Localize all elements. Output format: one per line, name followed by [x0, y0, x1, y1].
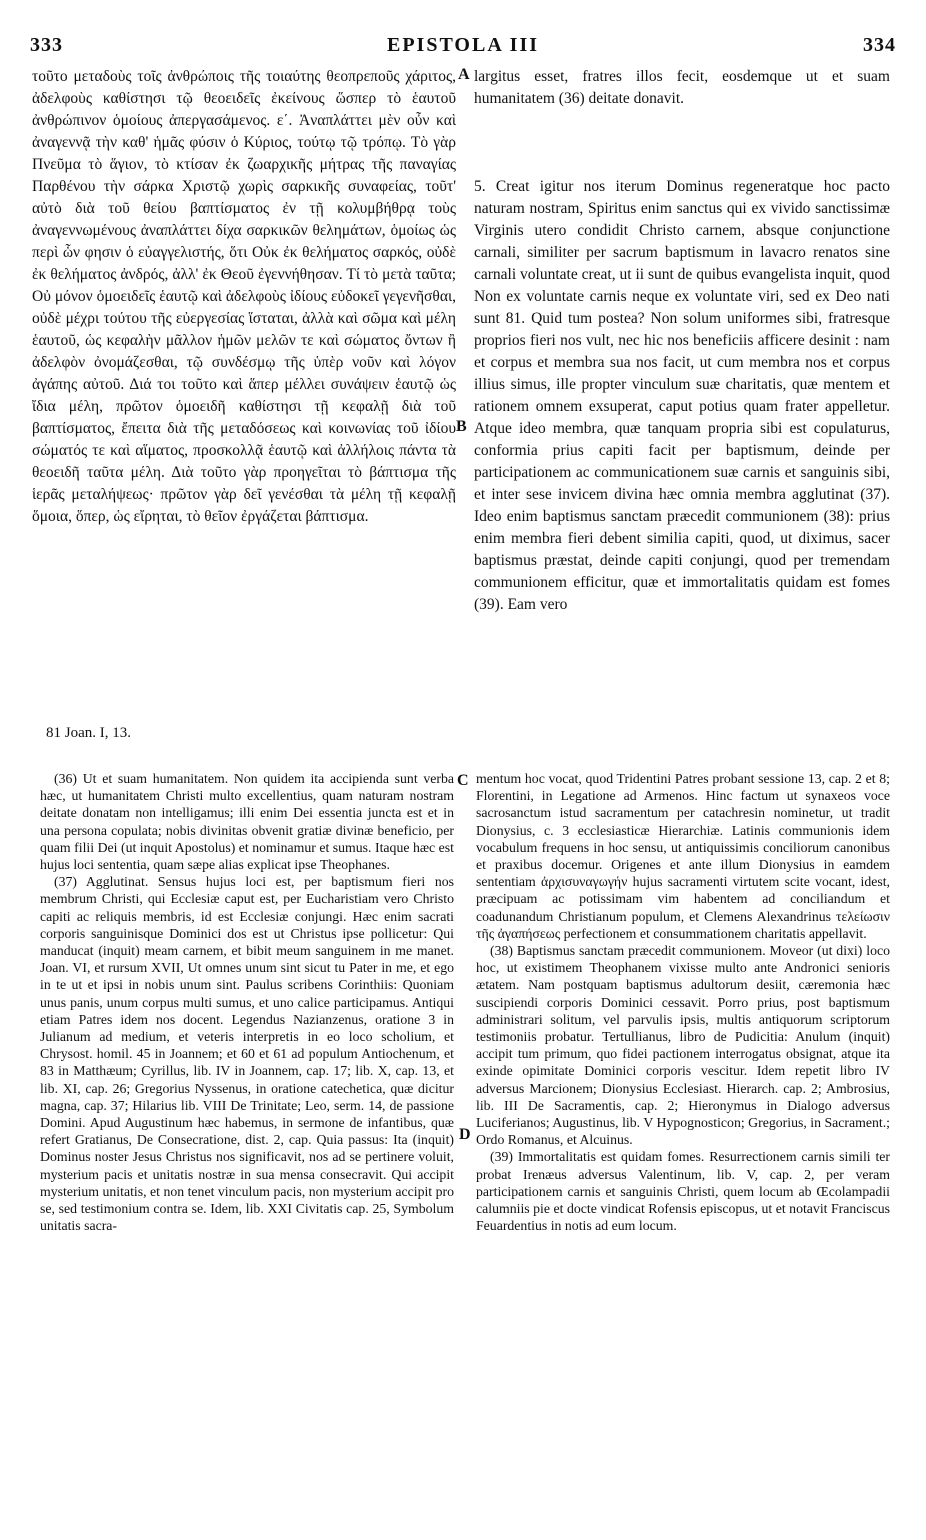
note-39: (39) Immortalitatis est quidam fomes. Resurrectionem carnis simili ter probat Irenæus adversus Valentinum, lib. V, cap. 2, per veram participationem carnis et sanguinis Christi, quem locum ab Œcolampadii calumniis pie et docte vindicat Rofensis episcopus, ut et notavit Franciscus Feuardentius in notis ad eum locum.: [476, 1149, 890, 1234]
latin-text-column: [474, 66, 890, 616]
scripture-footnote: 81 Joan. I, 13.: [46, 725, 131, 741]
notes-column-right: [476, 770, 890, 1234]
section-marker-a: A: [458, 66, 470, 83]
note-36: (36) Ut et suam humanitatem. Non quidem ita accipienda sunt verba hæc, ut humanitatem Christi multo excellentius, quam naturam nostram deitate donatam non intelligamus; illi enim Dei essentia juncta est et in una persona copulata; nobis divinitas obvenit gratiæ divinæ beneficio, per quam filii Dei (ut inquit Apostolus) et nominamur et sumus. Itaque hæc est hujus loci sententia, quam sæpe alias explicat ipse Theophanes.: [40, 771, 454, 873]
section-marker-d: D: [459, 1126, 471, 1143]
notes-column-left: [40, 770, 454, 1234]
note-37-continued: mentum hoc vocat, quod Tridentini Patres probant sessione 13, cap. 2 et 8; Florentini, in Legatione ad Armenos. Hinc factum ut synaxeos voce sacrosanctum istud sacramentum per catachresin nominetur, ut tradit Dionysius, c. 3 ecclesiasticæ Hierarchiæ. Latinis communionis idem vocabulum frequens in hoc sensu, ut antiquissimis conciliorum canonibus et praxibus docemur. Origenes et ante illum Dionysius in eamdem sententiam ἀρχισυναγωγήν hujus sacramenti virtutem scite vocant, idest, præcipuam ac potissimam vim habentem ad conciliandum et coadunandum Christianum populum, et Clemens Alexandrinus τελείωσιν τῆς ἀγαπήσεως perfectionem et consummationem charitatis appellavit.: [476, 771, 890, 941]
page-number-right: 334: [863, 34, 896, 56]
running-header: [30, 34, 896, 62]
latin-paragraph-1: largitus esset, fratres illos fecit, eosdemque ut et suam humanitatem (36) deitate donavit.: [474, 68, 890, 107]
note-38: (38) Baptismus sanctam præcedit communionem. Moveor (ut dixi) loco hoc, ut existimem Theophanem vixisse multo ante Andronici senioris ætatem. Nam postquam baptismus adultorum desiit, cæremonia hæc suscipiendi corporis Dominici cessavit. Porro prius, post baptismum administrari solitum, vel parvulis ipsis, multis antiquorum scriptorum testimoniis probatur. Tertullianus, libro de Pudicitia: Anulum (inquit) accipit tum primum, quo fidei pactionem interrogatus obsignat, atque ita exinde opimitate Dominici corporis vescitur. Idem repetit libro IV adversus Marcionem; Dionysius Ecclesiast. Hierarch. cap. 2; Ambrosius, lib. III De Sacramentis, cap. 2; Hieronymus in Dialogo adversus Luciferianos; Augustinus, lib. V Hypognosticon; Gregorius, in Sacrament.; Ordo Romanus, et Alcuinus.: [476, 943, 890, 1148]
page-number-left: 333: [30, 34, 63, 56]
greek-paragraph: τοῦτο μεταδοὺς τοῖς ἀνθρώποις τῆς τοιαύτης θεοπρεποῦς χάριτος, ἀδελφοὺς καθίστησι τῷ θεοειδεῖς ἐκείνους ὥσπερ τὸ ἑαυτοῦ ἀνθρώπινον ὁμοίους ἀπεργασάμενος. ε΄. Ἀναπλάττει μὲν οὖν καὶ ἀναγεννᾷ τὴν καθ' ἡμᾶς φύσιν ὁ Κύριος, τούτῳ τῷ τρόπῳ. Τὸ γὰρ Πνεῦμα τὸ ἅγιον, τὸ κτίσαν ἐκ ζωαρχικῆς μήτρας τῆς παναγίας Παρθένου τὴν σάρκα Χριστῷ χωρὶς σαρκικῆς συναφείας, τοῦτ' αὐτὸ διὰ τοῦ θείου βαπτίσματος ἐν τῇ κολυμβήθρᾳ τοὺς ἀναγεννωμένους ἀναπλάττει δίχα σαρκικῶν θελημάτων, ὁμοίως ὡς περὶ ὧν φησιν ὁ εὐαγγελιστής, ὅτι Οὐκ ἐκ θελήματος σαρκός, οὐδὲ ἐκ θελήματος ἀνδρός, ἀλλ' ἐκ Θεοῦ ἐγεννήθησαν. Τί τὸ μετὰ ταῦτα; Οὐ μόνον ὁμοειδεῖς ἑαυτῷ καὶ ἀδελφοὺς ἰδίους εὐδοκεῖ γεγενῆσθαι, οὐδὲ μέχρι τούτου τῆς εὐεργεσίας ἵσταται, ἀλλὰ καὶ σῶμα καὶ μέλη ἑαυτοῦ, ὡς κεφαλὴν μᾶλλον ἡμῶν μελῶν τε καὶ σώματος ὄντων ἢ ἀδελφὸν ὀνομάζεσθαι, τῷ συνδέσμῳ τῆς ὑπὲρ νοῦν καὶ λόγον ἀγάπης αὐτοῦ. Διά τοι τοῦτο καὶ ἅπερ μέλλει συνάψειν ἑαυτῷ ὡς ἴδια μέλη, πρῶτον ὁμοειδῆ καθίστησι τῇ κεφαλῇ διὰ τοῦ βαπτίσματος, ἔπειτα διὰ τῆς μεταδόσεως καὶ κοινωνίας τοῦ ἰδίου σώματός τε καὶ αἵματος, προσκολλᾷ ἑαυτῷ καὶ ἀλλήλοις πάντα τὰ θεοειδῆ ταῦτα μέλη. Διὰ τοῦτο γὰρ προηγεῖται τὸ βάπτισμα τῆς ἱερᾶς μεταλήψεως· πρῶτον γὰρ δεῖ γενέσθαι τὰ μέλη τῇ κεφαλῇ ὅμοια, ὅπερ, ὡς εἴρηται, τὸ θεῖον ἐργάζεται βάπτισμα.: [32, 68, 456, 525]
section-marker-c: C: [457, 772, 469, 789]
running-title: EPISTOLA III: [386, 34, 540, 56]
latin-paragraph-2: 5. Creat igitur nos iterum Dominus regeneratque hoc pacto naturam nostram, Spiritus enim sanctus qui ex vivido sanctissimæ Virginis utero condidit Christo carnem, absque conjunctione carnali, similiter per sacrum baptismum in lavacro renatos sine carnali voluntate creat, ut ii sunt de quibus evangelista inquit, quod Non ex voluntate carnis neque ex voluntate viri, sed ex Deo nati sunt 81. Quid tum postea? Non solum uniformes sibi, fratresque proprios fieri nos vult, nec hic nos beneficiis afficere desinit : nam et corpus et membra sua nos facit, ut cum membra nos et corpus illius simus, ille propter vinculum suæ charitatis, quæ mentem et rationem omnem exsuperat, caput potius quam frater appelletur. Atque ideo membra, quæ tanquam propria sibi est copulaturus, conformia prius capiti facit per baptismum, deinde per participationem ac communicationem suæ carnis et sanguinis sibi, et inter sese invicem divina hæc omnia membra agglutinat (37). Ideo enim baptismus sanctam præcedit communionem (38): prius enim membra fieri debent similia capiti, quod, ut diximus, sacer baptismus præstat, deinde capiti conjungi, quod per tremendam communionem efficitur, quæ et immortalitatis quidam est fomes (39). Eam vero: [474, 178, 890, 613]
greek-text-column: [32, 66, 456, 528]
note-37: (37) Agglutinat. Sensus hujus loci est, per baptismum fieri nos membrum Christi, qui Ecclesiæ caput est, per Eucharistiam vero Christo capiti ac reliquis membris, id est Ecclesiæ conjungi. Hæc enim sacrati corporis sanguinisque Dominici dos est ut Christus ipse pollicetur: Qui manducat (inquit) meam carnem, et bibit meum sanguinem in me manet. Joan. VI, et rursum XVII, Ut omnes unum sint sicut tu Pater in me, et ego in te ut et ipsi in nobis unum sint. Paulus scribens Corinthiis: Quoniam unus panis, unum corpus multi sumus, et uno calice participamus. Antiqui etiam Patres idem nos docent. Legendus Nazianzenus, oratione 3 in Julianum ad medium, et veteris interpretis in eo loco scholium, et Chrysost. homil. 45 in Joannem; et 60 et 61 ad populum Antiochenum, et 83 in Matthæum; Cyrillus, lib. IV in Joannem, cap. 17; lib. X, cap. 13, et lib. XI, cap. 26; Gregorius Nyssenus, in oratione catechetica, quæ dicitur magna, cap. 37; Hilarius lib. VIII De Trinitate; Leo, serm. 14, de passione Domini. Apud Augustinum hæc habemus, in sermone de infantibus, quæ refert Gratianus, De Consecratione, dist. 2, cap. Quia passus: Ita (inquit) Dominus noster Jesus Christus nos significavit, nos ad se pertinere voluit, mysterium pacis et unitatis nostræ in sua mensa consecravit. Qui accipit mysterium unitatis, et non tenet vinculum pacis, non mysterium accipit pro se, sed testimonium contra se. Idem, lib. XXI Civitatis cap. 25, Symbolum unitatis sacra-: [40, 874, 454, 1234]
section-marker-b: B: [456, 418, 467, 435]
